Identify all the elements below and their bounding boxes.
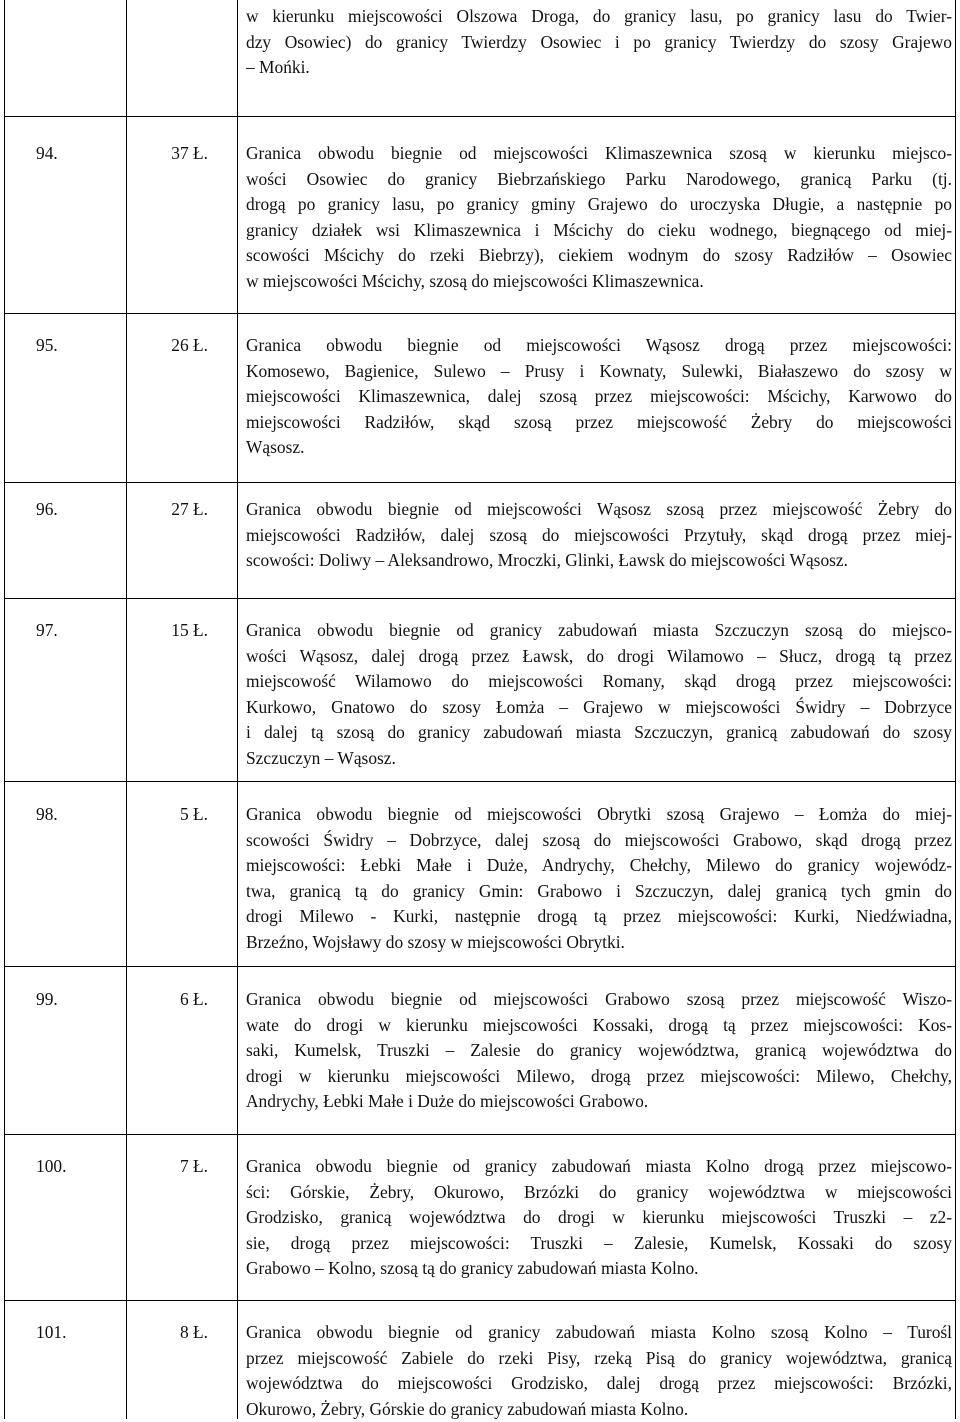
circuit-number: 15 Ł. bbox=[126, 618, 208, 644]
boundary-description bbox=[246, 141, 952, 294]
circuit-number: 6 Ł. bbox=[126, 987, 208, 1013]
description-line: Granica obwodu biegnie od granicy zabudowań miasta Kolno drogą przez miejscowo- bbox=[246, 1154, 952, 1180]
boundary-description bbox=[246, 497, 952, 574]
description-line: Okurowo, Żebry, Górskie do granicy zabudowań miasta Kolno. bbox=[246, 1397, 952, 1422]
description-line: miejscowość Wilamowo do miejscowości Romany, skąd drogą przez miejscowości: bbox=[246, 669, 952, 695]
description-line: drogą po granicy lasu, po granicy gminy Grajewo do uroczyska Długie, a następnie po bbox=[246, 192, 952, 218]
row-divider bbox=[4, 482, 956, 483]
row-divider bbox=[4, 116, 956, 117]
boundary-description bbox=[246, 802, 952, 955]
boundary-description bbox=[246, 987, 952, 1115]
circuit-number: 26 Ł. bbox=[126, 333, 208, 359]
description-line: i dalej tą szosą do granicy zabudowań miasta Szczuczyn, granicą zabudowań do szosy bbox=[246, 720, 952, 746]
description-line: Brzeźno, Wojsławy do szosy w miejscowości Obrytki. bbox=[246, 930, 952, 956]
circuit-number: 27 Ł. bbox=[126, 497, 208, 523]
boundary-description bbox=[246, 333, 952, 461]
circuit-number: 5 Ł. bbox=[126, 802, 208, 828]
description-line: scowości Świdry – Dobrzyce, dalej szosą do miejscowości Grabowo, skąd drogą przez bbox=[246, 828, 952, 854]
description-line: dzy Osowiec) do granicy Twierdzy Osowiec i po granicy Twierdzy do szosy Grajewo bbox=[246, 30, 952, 56]
boundary-description bbox=[246, 1154, 952, 1282]
description-line: scowości: Doliwy – Aleksandrowo, Mroczki, Glinki, Ławsk do miejscowości Wąsosz. bbox=[246, 548, 952, 574]
description-line: drogi w kierunku miejscowości Milewo, drogą przez miejscowości: Milewo, Chełchy, bbox=[246, 1064, 952, 1090]
table-border-left bbox=[4, 0, 5, 1419]
description-line: Granica obwodu biegnie od miejscowości Obrytki szosą Grajewo – Łomża do miej- bbox=[246, 802, 952, 828]
table-border-right bbox=[955, 0, 956, 1419]
row-number: 94. bbox=[36, 141, 126, 167]
description-line: drogi Milewo - Kurki, następnie drogą tą przez miejscowości: Kurki, Niedźwiadna, bbox=[246, 904, 952, 930]
circuit-number: 7 Ł. bbox=[126, 1154, 208, 1180]
description-line: saki, Kumelsk, Truszki – Zalesie do granicy województwa, granicą województwa do bbox=[246, 1038, 952, 1064]
description-line: Kurkowo, Gnatowo do szosy Łomża – Grajewo w miejscowości Świdry – Dobrzyce bbox=[246, 695, 952, 721]
row-number: 101. bbox=[36, 1320, 126, 1346]
column-divider-number bbox=[126, 0, 127, 1419]
row-divider bbox=[4, 313, 956, 314]
row-divider bbox=[4, 598, 956, 599]
description-line: wości Wąsosz, dalej drogą przez Ławsk, do drogi Wilamowo – Słucz, drogą tą przez bbox=[246, 644, 952, 670]
description-line: Granica obwodu biegnie od granicy zabudowań miasta Kolno szosą Kolno – Turośl bbox=[246, 1320, 952, 1346]
boundary-description bbox=[246, 1320, 952, 1422]
description-line: twa, granicą tą do granicy Gmin: Grabowo i Szczuczyn, dalej granicą tych gmin do bbox=[246, 879, 952, 905]
description-line: ści: Górskie, Żebry, Okurowo, Brzózki do granicy województwa w miejscowości bbox=[246, 1180, 952, 1206]
description-line: Wąsosz. bbox=[246, 435, 952, 461]
boundary-description bbox=[246, 618, 952, 771]
description-line: Szczuczyn – Wąsosz. bbox=[246, 746, 952, 772]
description-line: miejscowości Radziłów, skąd szosą przez miejscowość Żebry do miejscowości bbox=[246, 410, 952, 436]
description-line: miejscowości: Łebki Małe i Duże, Andrychy, Chełchy, Milewo do granicy wojewódz- bbox=[246, 853, 952, 879]
row-number: 97. bbox=[36, 618, 126, 644]
description-line: Granica obwodu biegnie od miejscowości Wąsosz drogą przez miejscowości: bbox=[246, 333, 952, 359]
description-line: Grodzisko, granicą województwa do drogi w kierunku miejscowości Truszki – z2- bbox=[246, 1205, 952, 1231]
description-line: Komosewo, Bagienice, Sulewo – Prusy i Kownaty, Sulewki, Białaszewo do szosy w bbox=[246, 359, 952, 385]
description-line: miejscowości Klimaszewnica, dalej szosą przez miejscowości: Mścichy, Karwowo do bbox=[246, 384, 952, 410]
description-line: Granica obwodu biegnie od granicy zabudowań miasta Szczuczyn szosą do miejsco- bbox=[246, 618, 952, 644]
description-line: w miejscowości Mścichy, szosą do miejscowości Klimaszewnica. bbox=[246, 269, 952, 295]
description-line: wości Osowiec do granicy Biebrzańskiego Parku Narodowego, granicą Parku (tj. bbox=[246, 167, 952, 193]
description-line: granicy działek wsi Klimaszewnica i Mścichy do cieku wodnego, biegnącego od miej- bbox=[246, 218, 952, 244]
description-line: sie, drogą przez miejscowości: Truszki – Zalesie, Kumelsk, Kossaki do szosy bbox=[246, 1231, 952, 1257]
description-line: Andrychy, Łebki Małe i Duże do miejscowości Grabowo. bbox=[246, 1089, 952, 1115]
description-line: województwa do miejscowości Grodzisko, dalej drogą przez miejscowości: Brzózki, bbox=[246, 1371, 952, 1397]
boundary-description bbox=[246, 4, 952, 81]
row-number: 98. bbox=[36, 802, 126, 828]
row-number: 95. bbox=[36, 333, 126, 359]
description-line: wate do drogi w kierunku miejscowości Kossaki, drogą tą przez miejscowości: Kos- bbox=[246, 1013, 952, 1039]
description-line: Grabowo – Kolno, szosą tą do granicy zabudowań miasta Kolno. bbox=[246, 1256, 952, 1282]
description-line: w kierunku miejscowości Olszowa Droga, do granicy lasu, po granicy lasu do Twier- bbox=[246, 4, 952, 30]
description-line: – Mońki. bbox=[246, 55, 952, 81]
circuit-number: 37 Ł. bbox=[126, 141, 208, 167]
description-line: miejscowości Radziłów, dalej szosą do miejscowości Przytuły, skąd drogą przez miej- bbox=[246, 523, 952, 549]
description-line: scowości Mścichy do rzeki Biebrzy), ciekiem wodnym do szosy Radziłów – Osowiec bbox=[246, 243, 952, 269]
description-line: Granica obwodu biegnie od miejscowości Grabowo szosą przez miejscowość Wiszo- bbox=[246, 987, 952, 1013]
column-divider-circuit bbox=[237, 0, 238, 1419]
row-number: 96. bbox=[36, 497, 126, 523]
description-line: Granica obwodu biegnie od miejscowości Wąsosz szosą przez miejscowość Żebry do bbox=[246, 497, 952, 523]
row-divider bbox=[4, 781, 956, 782]
row-number: 100. bbox=[36, 1154, 126, 1180]
row-number: 99. bbox=[36, 987, 126, 1013]
circuit-number: 8 Ł. bbox=[126, 1320, 208, 1346]
row-divider bbox=[4, 966, 956, 967]
description-line: Granica obwodu biegnie od miejscowości Klimaszewnica szosą w kierunku miejsco- bbox=[246, 141, 952, 167]
row-divider bbox=[4, 1134, 956, 1135]
row-divider bbox=[4, 1300, 956, 1301]
description-line: przez miejscowość Zabiele do rzeki Pisy, rzeką Pisą do granicy województwa, granicą bbox=[246, 1346, 952, 1372]
